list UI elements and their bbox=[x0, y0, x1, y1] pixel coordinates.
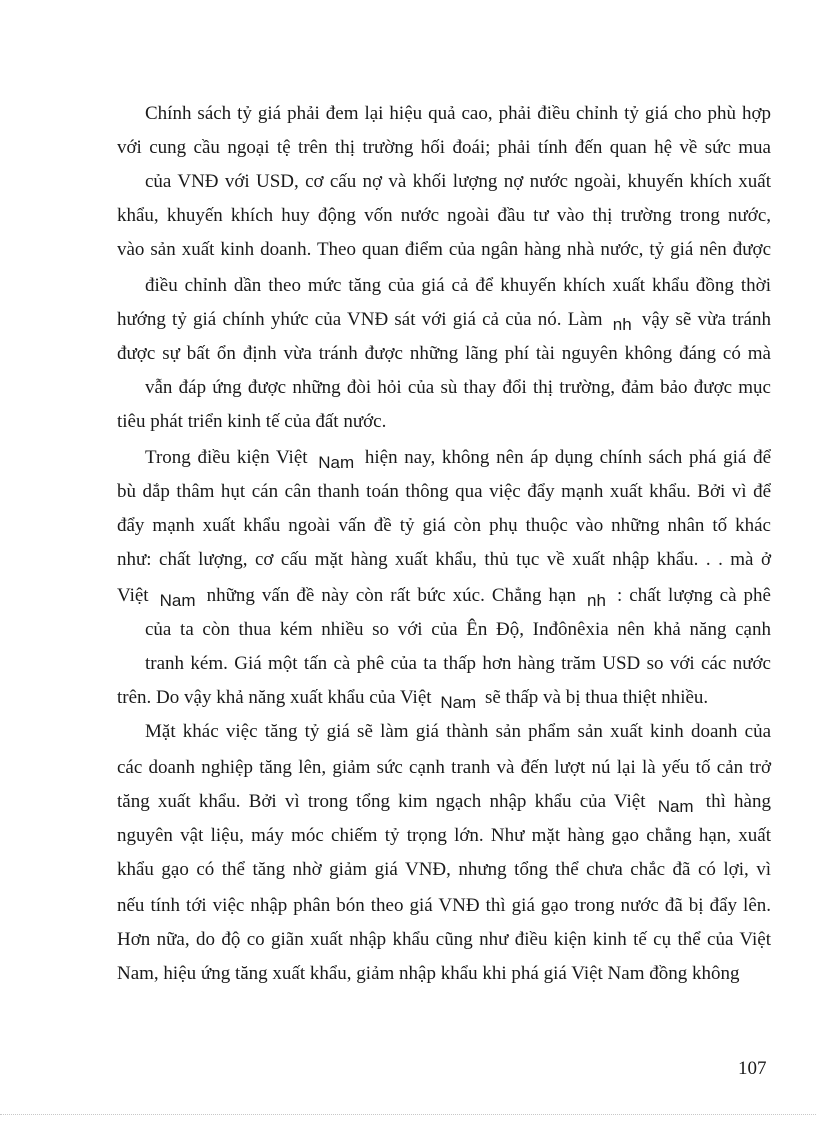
text-line: đẩy mạnh xuất khẩu ngoài vấn đề tỷ giá còn phụ thuộc vào những nhân tố khác bbox=[117, 515, 771, 536]
text-line: như: chất lượng, cơ cấu mặt hàng xuất khẩu, thủ tục về xuất nhập khẩu. . . mà ở bbox=[117, 549, 771, 570]
text-line: trên. Do vậy khả năng xuất khẩu của Việt Nam sẽ thấp và bị thua thiệt nhiều. bbox=[117, 687, 709, 712]
text-line: tiêu phát triển kinh tế của đất nước. bbox=[117, 411, 387, 432]
text-line: vào sản xuất kinh doanh. Theo quan điểm của ngân hàng nhà nước, tỷ giá nên được bbox=[117, 239, 771, 260]
text-line: Trong điều kiện Việt Nam hiện nay, không nên áp dụng chính sách phá giá để bbox=[145, 447, 772, 472]
text-line: hướng tỷ giá chính yhức của VNĐ sát với giá cả của nó. Làm nh vậy sẽ vừa tránh bbox=[117, 309, 771, 334]
text-line: với cung cầu ngoại tệ trên thị trường hối đoái; phải tính đến quan hệ về sức mua bbox=[117, 137, 771, 158]
text-line: tăng xuất khẩu. Bởi vì trong tổng kim ngạch nhập khẩu của Việt Nam thì hàng bbox=[117, 791, 771, 816]
text-line: của VNĐ với USD, cơ cấu nợ và khối lượng nợ nước ngoài, khuyến khích xuất bbox=[145, 171, 771, 192]
text-line: được sự bất ổn định vừa tránh được những lãng phí tài nguyên không đáng có mà bbox=[117, 343, 771, 364]
page-bottom-rule bbox=[0, 1114, 816, 1115]
text-line: Nam, hiệu ứng tăng xuất khẩu, giảm nhập khẩu khi phá giá Việt Nam đồng không bbox=[117, 963, 740, 984]
page-number: 107 bbox=[738, 1058, 767, 1079]
text-line: khẩu, khuyến khích huy động vốn nước ngoài đầu tư vào thị trường trong nước, bbox=[117, 205, 771, 226]
text-line: điều chỉnh dần theo mức tăng của giá cả để khuyến khích xuất khẩu đồng thời bbox=[145, 275, 771, 296]
text-line: khẩu gạo có thể tăng nhờ giảm giá VNĐ, nhưng tổng thể chưa chắc đã có lợi, vì bbox=[117, 859, 771, 880]
text-line: nếu tính tới việc nhập phân bón theo giá VNĐ thì giá gạo trong nước đã bị đẩy lên. bbox=[117, 895, 771, 916]
text-line: vẫn đáp ứng được những đòi hỏi của sù thay đổi thị trường, đảm bảo được mục bbox=[145, 377, 771, 398]
text-line: bù dắp thâm hụt cán cân thanh toán thông qua việc đẩy mạnh xuất khẩu. Bởi vì để bbox=[117, 481, 771, 502]
text-line: Hơn nữa, do độ co giãn xuất nhập khẩu cũng như điều kiện kinh tế cụ thể của Việt bbox=[117, 929, 771, 950]
text-line: Việt Nam những vấn đề này còn rất bức xúc. Chẳng hạn nh : chất lượng cà phê bbox=[117, 585, 771, 610]
text-line: của ta còn thua kém nhiều so với của Ên Độ, Inđônêxia nên khả năng cạnh bbox=[145, 619, 771, 640]
text-line: nguyên vật liệu, máy móc chiếm tỷ trọng lớn. Như mặt hàng gạo chẳng hạn, xuất bbox=[117, 825, 771, 846]
text-line: Mặt khác việc tăng tỷ giá sẽ làm giá thành sản phẩm sản xuất kinh doanh của bbox=[145, 721, 771, 742]
text-line: tranh kém. Giá một tấn cà phê của ta thấp hơn hàng trăm USD so với các nước bbox=[145, 653, 771, 674]
text-line: các doanh nghiệp tăng lên, giảm sức cạnh tranh và đến lượt nú lại là yếu tố cản trở bbox=[117, 757, 771, 778]
text-line: Chính sách tỷ giá phải đem lại hiệu quả cao, phải điều chỉnh tỷ giá cho phù hợp bbox=[145, 103, 771, 124]
